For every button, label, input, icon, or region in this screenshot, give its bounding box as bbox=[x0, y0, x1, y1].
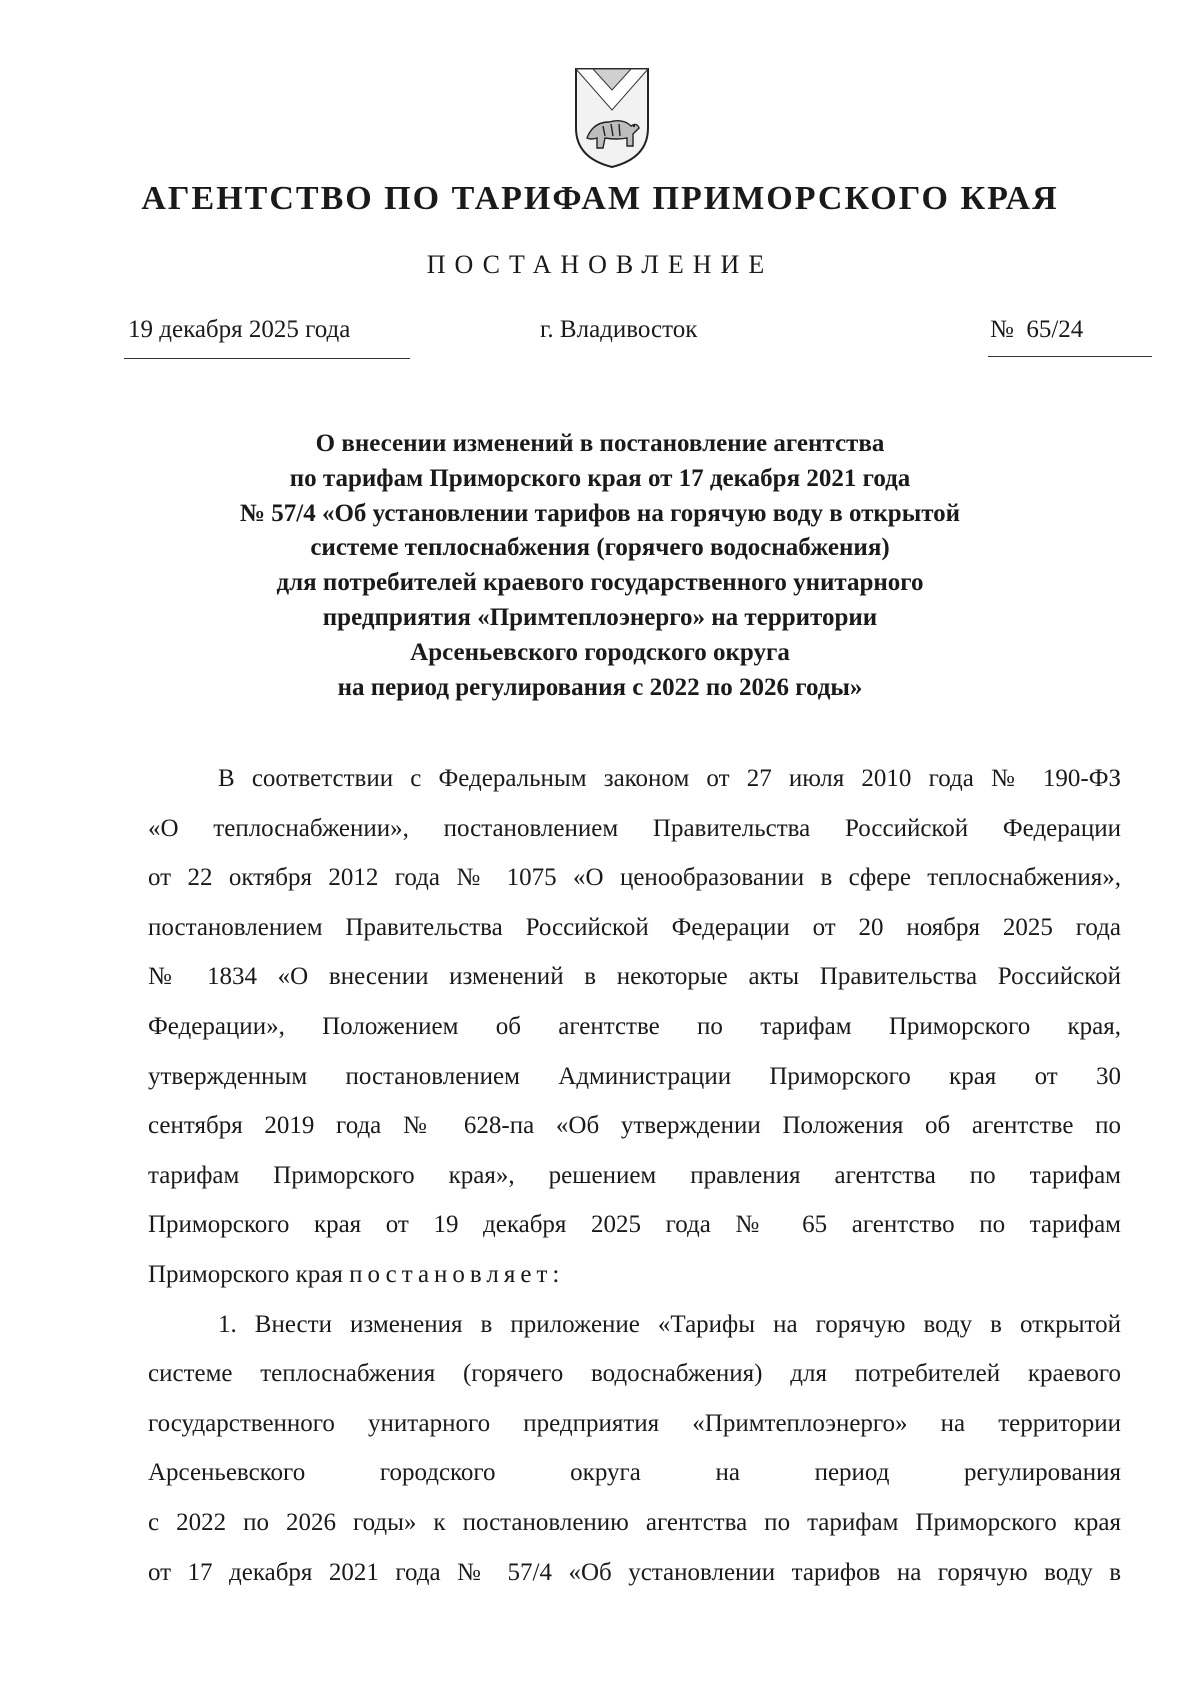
paragraph-preamble-line: Приморского края от 19 декабря 2025 года № 65 агентство по тарифам bbox=[148, 1211, 1121, 1239]
document-body bbox=[148, 754, 1121, 1597]
paragraph-item-1-line: государственного унитарного предприятия «Примтеплоэнерго» на территории bbox=[148, 1409, 1121, 1437]
date-underline bbox=[124, 358, 410, 359]
paragraph-preamble-line: тарифам Приморского края», решением правления агентства по тарифам bbox=[148, 1161, 1121, 1189]
paragraph-preamble-line: от 22 октября 2012 года № 1075 «О ценообразовании в сфере теплоснабжения», bbox=[148, 864, 1121, 892]
paragraph-preamble-line: В соответствии с Федеральным законом от 27 июля 2010 года № 190-ФЗ bbox=[218, 765, 1121, 792]
title-line: Арсеньевского городского округа bbox=[410, 638, 790, 666]
paragraph-item-1-line: Арсеньевского городского округа на период регулирования bbox=[148, 1459, 1121, 1487]
title-line: по тарифам Приморского края от 17 декабря 2021 года bbox=[289, 464, 911, 492]
paragraph-preamble-line: сентября 2019 года № 628-па «Об утверждении Положения об агентстве по bbox=[148, 1112, 1121, 1140]
paragraph-preamble-line: № 1834 «О внесении изменений в некоторые акты Правительства Российской bbox=[148, 963, 1121, 991]
title-line: для потребителей краевого государственного унитарного bbox=[276, 569, 924, 597]
title-line: предприятия «Примтеплоэнерго» на территории bbox=[322, 603, 878, 631]
title-line: № 57/4 «Об установлении тарифов на горячую воду в открытой bbox=[239, 499, 961, 527]
title-line: на период регулирования с 2022 по 2026 годы» bbox=[337, 673, 863, 701]
title-line: системе теплоснабжения (горячего водоснабжения) bbox=[310, 534, 890, 562]
paragraph-preamble-last-line bbox=[148, 1250, 1121, 1300]
paragraph-item-1-line: системе теплоснабжения (горячего водоснабжения) для потребителей краевого bbox=[148, 1360, 1121, 1388]
preamble-last-text: Приморского края bbox=[148, 1260, 350, 1288]
document-title bbox=[120, 427, 1080, 705]
resolves-word: постановляет: bbox=[349, 1260, 565, 1288]
document-city: г. Владивосток bbox=[540, 316, 698, 343]
paragraph-preamble-line: Федерации», Положением об агентстве по тарифам Приморского края, bbox=[148, 1012, 1121, 1040]
paragraph-preamble-line: «О теплоснабжении», постановлением Правительства Российской Федерации bbox=[148, 814, 1121, 842]
paragraph-preamble-line: утвержденным постановлением Администрации Приморского края от 30 bbox=[148, 1062, 1121, 1090]
title-line: О внесении изменений в постановление агентства bbox=[315, 430, 885, 457]
paragraph-item-1-line: 1. Внести изменения в приложение «Тарифы на горячую воду в открытой bbox=[218, 1310, 1121, 1338]
document-type: ПОСТАНОВЛЕНИЕ bbox=[426, 250, 774, 279]
paragraph-preamble-line: постановлением Правительства Российской Федерации от 20 ноября 2025 года bbox=[148, 913, 1121, 941]
document-number: № 65/24 bbox=[990, 316, 1084, 343]
agency-title: АГЕНТСТВО ПО ТАРИФАМ ПРИМОРСКОГО КРАЯ bbox=[141, 180, 1059, 217]
coat-of-arms-emblem bbox=[573, 66, 651, 170]
document-date: 19 декабря 2025 года bbox=[128, 316, 351, 343]
paragraph-item-1-line: от 17 декабря 2021 года № 57/4 «Об установлении тарифов на горячую воду в bbox=[148, 1558, 1121, 1586]
paragraph-item-1-line: с 2022 по 2026 годы» к постановлению агентства по тарифам Приморского края bbox=[148, 1508, 1121, 1536]
number-underline bbox=[988, 356, 1152, 357]
